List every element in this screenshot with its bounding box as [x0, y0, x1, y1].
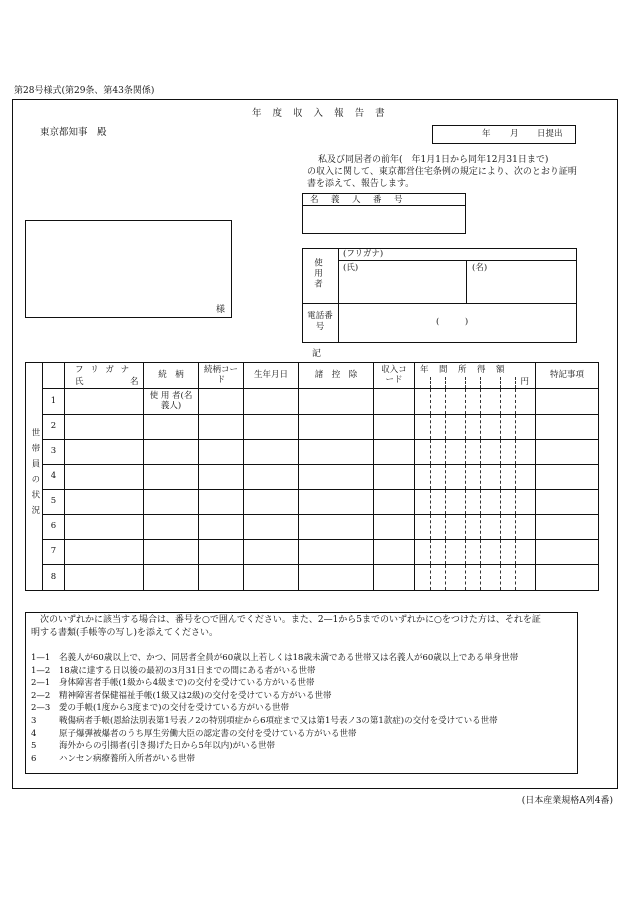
cell-remarks[interactable]	[536, 540, 599, 565]
cell-income[interactable]	[415, 540, 536, 565]
date-month-label: 月	[510, 129, 519, 139]
table-row	[26, 490, 599, 515]
cell-income-code[interactable]	[374, 540, 415, 565]
address-box[interactable]	[25, 220, 232, 318]
cell-zokugara-code[interactable]	[199, 490, 244, 515]
cell-zokugara[interactable]	[144, 490, 199, 515]
household-table	[25, 362, 599, 591]
header-income-code: 収入コード	[374, 363, 415, 389]
household-side-label: 世帯員の状況	[26, 363, 43, 591]
cell-birth[interactable]	[244, 490, 299, 515]
row-number: 3	[43, 440, 65, 465]
row-number: 8	[43, 565, 65, 591]
cell-income[interactable]	[415, 415, 536, 440]
table-row	[26, 515, 599, 540]
cell-remarks[interactable]	[536, 440, 599, 465]
header-yen: 円	[520, 377, 529, 387]
header-zokugara: 続 柄	[144, 363, 199, 389]
cell-zokugara-code[interactable]	[199, 440, 244, 465]
cell-income[interactable]	[415, 440, 536, 465]
cell-kojo[interactable]	[299, 389, 374, 415]
cell-birth[interactable]	[244, 440, 299, 465]
user-label: 使用者	[312, 258, 323, 290]
address-suffix: 様	[216, 305, 226, 315]
cell-kojo[interactable]	[299, 515, 374, 540]
name-number-input[interactable]	[303, 206, 465, 233]
cell-kojo[interactable]	[299, 465, 374, 490]
ki-mark: 記	[312, 349, 322, 359]
row-number: 6	[43, 515, 65, 540]
cell-remarks[interactable]	[536, 415, 599, 440]
cell-birth[interactable]	[244, 415, 299, 440]
cell-birth[interactable]	[244, 515, 299, 540]
cell-zokugara-code[interactable]	[199, 465, 244, 490]
header-kojo: 諸 控 除	[299, 363, 374, 389]
table-row	[26, 565, 599, 591]
cell-zokugara[interactable]	[144, 415, 199, 440]
cell-zokugara: 使 用 者(名義人)	[144, 389, 199, 415]
cell-remarks[interactable]	[536, 565, 599, 591]
header-furigana: フ リ ガ ナ	[75, 365, 132, 375]
cell-name[interactable]	[65, 540, 144, 565]
table-row	[26, 465, 599, 490]
cell-income[interactable]	[415, 515, 536, 540]
cell-zokugara-code[interactable]	[199, 389, 244, 415]
phone-field[interactable]: ( )	[436, 317, 469, 327]
cell-income[interactable]	[415, 389, 536, 415]
cell-income-code[interactable]	[374, 515, 415, 540]
header-shi: 氏	[75, 377, 84, 387]
table-row	[26, 540, 599, 565]
cell-income-code[interactable]	[374, 440, 415, 465]
cell-name[interactable]	[65, 515, 144, 540]
date-day-label: 日提出	[537, 129, 563, 139]
cell-kojo[interactable]	[299, 415, 374, 440]
paper-spec: (日本産業規格A列4番)	[521, 796, 613, 806]
row-number: 7	[43, 540, 65, 565]
cell-name[interactable]	[65, 490, 144, 515]
table-row	[26, 440, 599, 465]
cell-birth[interactable]	[244, 465, 299, 490]
header-income-label: 年 間 所 得 額	[420, 365, 506, 375]
cell-zokugara[interactable]	[144, 540, 199, 565]
cell-zokugara[interactable]	[144, 440, 199, 465]
cell-zokugara[interactable]	[144, 515, 199, 540]
cell-zokugara-code[interactable]	[199, 540, 244, 565]
cell-birth[interactable]	[244, 540, 299, 565]
notes-intro-1: 次のいずれかに該当する場合は、番号を○で囲んでください。また、2—1から5までのいずれかに○をつけた方は、それを証	[40, 615, 541, 625]
cell-income[interactable]	[415, 490, 536, 515]
cell-name[interactable]	[65, 415, 144, 440]
given-name-label: (名)	[472, 263, 488, 273]
cell-name[interactable]	[65, 440, 144, 465]
row-number: 4	[43, 465, 65, 490]
cell-kojo[interactable]	[299, 490, 374, 515]
cell-remarks[interactable]	[536, 490, 599, 515]
intro-line-3: 書を添えて、報告します。	[307, 179, 415, 189]
furigana-label: (フリガナ)	[343, 249, 384, 259]
header-remarks: 特記事項	[536, 363, 599, 389]
cell-income-code[interactable]	[374, 415, 415, 440]
header-annual-income	[415, 363, 536, 389]
header-name	[65, 363, 144, 389]
date-year-label: 年	[482, 129, 491, 139]
cell-name[interactable]	[65, 389, 144, 415]
intro-line-1: 私及び同居者の前年( 年1月1日から同年12月31日まで)	[318, 155, 549, 165]
table-row	[26, 415, 599, 440]
cell-zokugara-code[interactable]	[199, 565, 244, 591]
cell-name[interactable]	[65, 465, 144, 490]
cell-zokugara-code[interactable]	[199, 415, 244, 440]
cell-zokugara[interactable]	[144, 465, 199, 490]
row-number: 2	[43, 415, 65, 440]
cell-kojo[interactable]	[299, 540, 374, 565]
given-name-field[interactable]	[467, 273, 576, 302]
form-number-label: 第28号様式(第29条、第43条関係)	[14, 86, 155, 96]
family-name-label: (氏)	[343, 263, 359, 273]
cell-birth[interactable]	[244, 565, 299, 591]
cell-income-code[interactable]	[374, 565, 415, 591]
cell-zokugara[interactable]	[144, 565, 199, 591]
cell-income-code[interactable]	[374, 465, 415, 490]
cell-income-code[interactable]	[374, 490, 415, 515]
cell-zokugara-code[interactable]	[199, 515, 244, 540]
cell-income[interactable]	[415, 465, 536, 490]
cell-remarks[interactable]	[536, 465, 599, 490]
name-number-label: 名 義 人 番 号	[310, 195, 405, 205]
phone-label: 電話番号	[307, 311, 333, 333]
notes-intro-2: 明する書類(手帳等の写し)を添えてください。	[31, 628, 219, 638]
cell-kojo[interactable]	[299, 440, 374, 465]
header-birth: 生年月日	[244, 363, 299, 389]
cell-kojo[interactable]	[299, 565, 374, 591]
row-number: 5	[43, 490, 65, 515]
family-name-field[interactable]	[339, 273, 465, 302]
row-number: 1	[43, 389, 65, 415]
cell-income[interactable]	[415, 565, 536, 591]
header-mei: 名	[130, 377, 139, 387]
cell-income-code[interactable]	[374, 389, 415, 415]
cell-remarks[interactable]	[536, 389, 599, 415]
cell-remarks[interactable]	[536, 515, 599, 540]
header-zokugara-code: 続柄コード	[199, 363, 244, 389]
header-no	[43, 363, 65, 389]
form-title: 年 度 収 入 報 告 書	[252, 108, 389, 119]
table-row	[26, 389, 599, 415]
cell-name[interactable]	[65, 565, 144, 591]
cell-birth[interactable]	[244, 389, 299, 415]
intro-line-2: の収入に関して、東京都営住宅条例の規定により、次のとおり証明	[307, 167, 577, 177]
addressee: 東京都知事 殿	[40, 127, 107, 138]
